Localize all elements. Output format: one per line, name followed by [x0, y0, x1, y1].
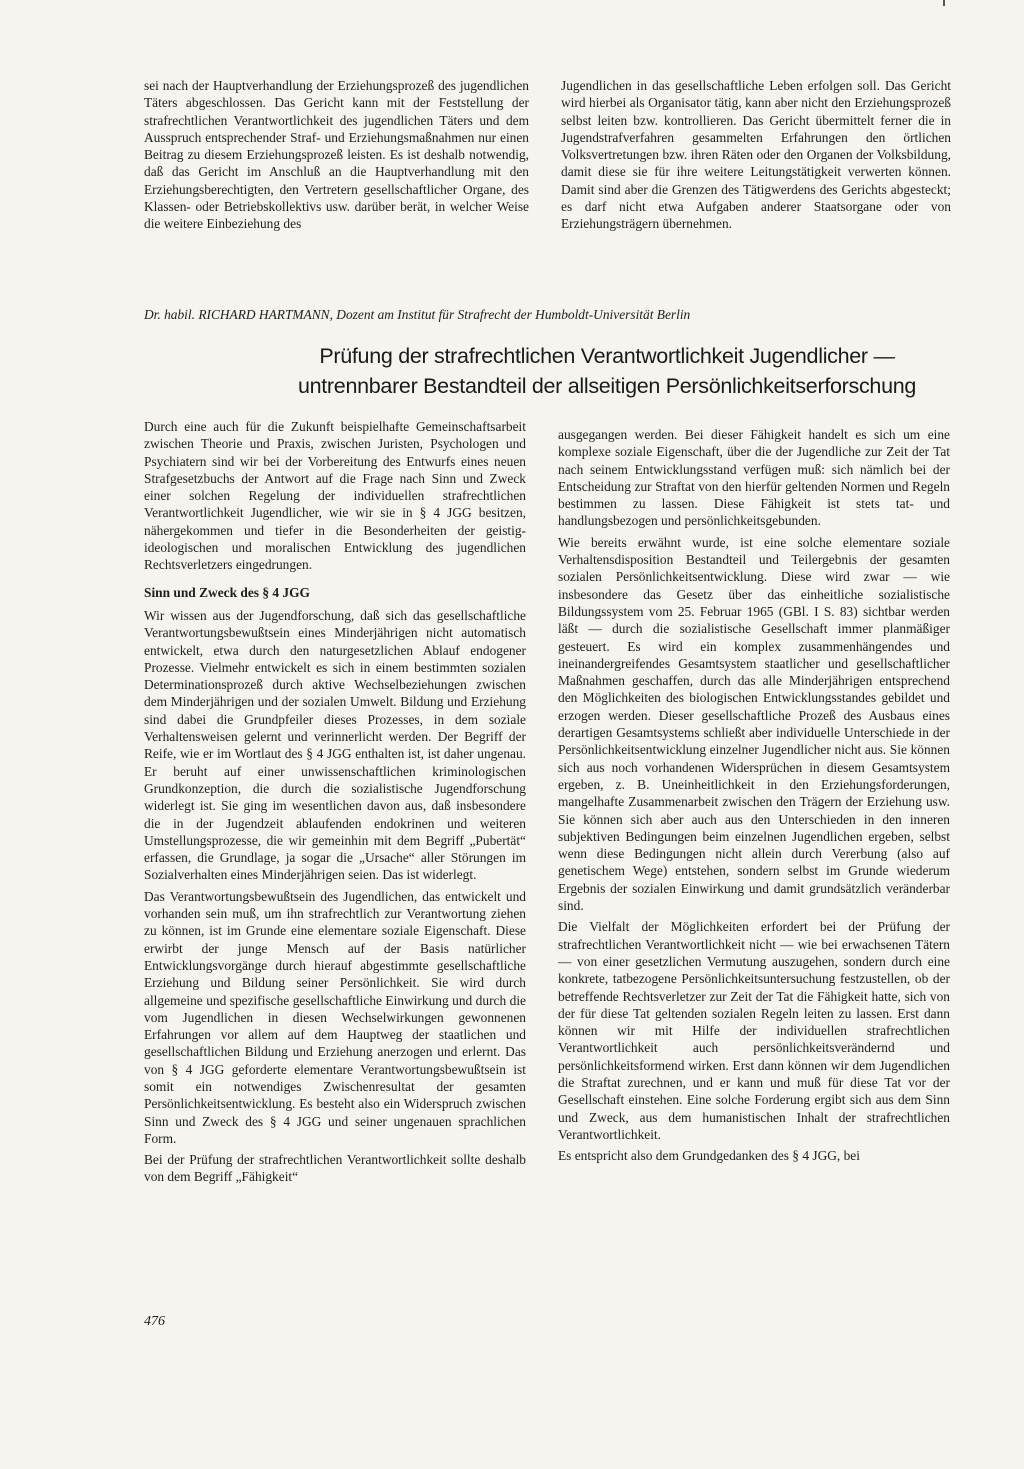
paragraph: Bei der Prüfung der strafrechtlichen Verantwortlichkeit sollte deshalb von dem Begriff „Fähigkeit“: [144, 1152, 526, 1185]
author-line: Dr. habil. RICHARD HARTMANN, Dozent am Institut für Strafrecht der Humboldt-Universität Berlin: [144, 307, 691, 322]
article-title: [262, 341, 952, 401]
paragraph: sei nach der Hauptverhandlung der Erziehungsprozeß des jugendlichen Täters abgeschlossen. Das Gericht kann mit der Feststellung der strafrechtlichen Verantwortlichkeit des jugendlichen Täters und dem Ausspruch entsprechender Straf- und Erziehungsmaßnahmen nur einen Beitrag zu diesem Erziehungsprozeß leisten. Es ist deshalb notwendig, daß das Gericht im Anschluß an die Hauptverhandlung mit den Erziehungsberechtigten, den Vertretern gesellschaftlicher Organe, des Klassen- oder Betriebskollektivs usw. darüber berät, in welcher Weise die weitere Einbeziehung des: [144, 78, 529, 232]
continued-text-right: [561, 77, 951, 233]
page-number: 476: [144, 1314, 165, 1329]
paragraph: Die Vielfalt der Möglichkeiten erfordert bei der Prüfung der strafrechtlichen Verantwortlichkeit nicht — wie bei erwachsenen Tätern — von einer gesetzlichen Vermutung auszugehen, sondern durch eine konkrete, tatbezogene Persönlichkeitsuntersuchung festzustellen, ob der betreffende Rechtsverletzer zur Zeit der Tat die Fähigkeit hatte, sich von der für diese Tat geltenden sozialen Regeln leiten zu lassen. Erst dann können wir mit Hilfe der individuellen strafrechtlichen Verantwortlichkeit auch persönlichkeitsverändernd und persönlichkeitsformend wirken. Erst dann können wir dem Jugendlichen die Straftat zurechnen, und er kann und muß für diese Tat vor der Gesellschaft einstehen. Eine solche Forderung ergibt sich aus dem Sinn und Zweck, aus dem humanistischen Inhalt der strafrechtlichen Verantwortlichkeit.: [558, 919, 950, 1142]
paragraph: Jugendlichen in das gesellschaftliche Leben erfolgen soll. Das Gericht wird hierbei als Organisator tätig, kann aber nicht den Erziehungsprozeß selbst leiten bzw. kontrollieren. Das Gericht übermittelt ferner die in Jugendstrafverfahren gesammelten Erfahrungen den örtlichen Volksvertretungen bzw. ihren Räten oder den Organen der Volksbildung, damit diese sie für ihre weitere Leitungstätigkeit verwerten können. Damit sind aber die Grenzen des Tätigwerdens des Gerichts abgesteckt; es darf nicht etwa Aufgaben anderer Staatsorgane oder von Erziehungsträgern übernehmen.: [561, 78, 951, 232]
paragraph: Das Verantwortungsbewußtsein des Jugendlichen, das entwickelt und vorhanden sein muß, um ihn strafrechtlich zur Verantwortung ziehen zu können, ist im Grunde eine elementare soziale Eigenschaft. Diese erwirbt der junge Mensch auf der Basis natürlicher Entwicklungsvorgänge durch hierauf abgestimmte gesellschaftliche Erziehung und Bildung seiner Persönlichkeit. Sie wird durch allgemeine und spezifische gesellschaftliche Einwirkung und durch die vom Jugendlichen in diesen Wechselwirkungen gewonnenen Erfahrungen vor allem auf dem Hauptweg der staatlichen und gesellschaftlichen Bildung und Erziehung anerzogen und erlernt. Das von § 4 JGG geforderte elementare Verantwortungsbewußtsein ist somit ein notwendiges Zwischenresultat der gesamten Persönlichkeitsentwicklung. Es besteht also ein Widerspruch zwischen Sinn und Zweck des § 4 JGG und seiner ungenauen sprachlichen Form.: [144, 888, 526, 1146]
title-line-1: Prüfung der strafrechtlichen Verantwortlichkeit Jugendlicher —: [319, 344, 895, 368]
paragraph: Wir wissen aus der Jugendforschung, daß sich das gesellschaftliche Verantwortungsbewußtsein eines Minderjährigen nicht automatisch entwickelt, etwa durch den naturgesetzlichen Ablauf endogener Prozesse. Vielmehr entwickelt es sich in einem bestimmten sozialen Determinationsprozeß durch aktive Wechselbeziehungen zwischen dem Minderjährigen und der sozialen Umwelt. Bildung und Erziehung sind dabei die Grundpfeiler dieses Prozesses, in dem soziale Verhaltensweisen gelernt und verinnerlicht werden. Der Begriff der Reife, wie er im Wortlaut des § 4 JGG enthalten ist, ist daher ungenau. Er beruht auf einer unwissenschaftlichen kriminologischen Grundkonzeption, die durch die sozialistische Jugendforschung widerlegt ist. Sie ging im wesentlichen davon aus, daß insbesondere die in der Jugendzeit ablaufenden endokrinen und weiteren Umstellungsprozesse, die wir gemeinhin mit dem Begriff „Pubertät“ erfassen, die Grundlage, ja sogar die „Ursache“ aller Störungen im Sozialverhalten eines Minderjährigen seien. Das ist widerlegt.: [144, 607, 526, 883]
article-column-right: [558, 426, 950, 1164]
paragraph: Wie bereits erwähnt wurde, ist eine solche elementare soziale Verhaltensdisposition Bestandteil und Teilergebnis der gesamten sozialen Persönlichkeitsentwicklung. Diese wird zwar — wie insbesondere das Gesetz über das einheitliche sozialistische Bildungssystem vom 25. Februar 1965 (GBl. I S. 83) sichtbar werden läßt — durch die sozialistische Gesellschaft immer planmäßiger gesteuert. Es wird ein komplex zusammenhängendes und ineinandergreifendes Gesamtsystem staatlicher und gesellschaftlicher Maßnahmen geschaffen, durch das alle Minderjährigen entsprechend den Möglichkeiten des biologischen Entwicklungsstandes gebildet und erzogen werden. Dieser gesellschaftliche Prozeß des Ausbaus eines derartigen Gesamtsystems schließt aber individuelle Unterschiede in der Persönlichkeitsentwicklung einzelner Jugendlicher nicht aus. Sie können sich aus noch vorhandenen Widersprüchen in diesem Gesamtsystem ergeben, z. B. Uneinheitlichkeit in den Erziehungsforderungen, mangelhafte Zusammenarbeit zwischen den Trägern der Erziehung usw. Sie können sich aber auch aus den Unterschieden in den inneren subjektiven Bedingungen beim einzelnen Jugendlichen ergeben, selbst wenn diese Bedingungen nicht allein durch Vererbung (also auf genetischem Wege) entstehen, sondern selbst im Grunde wiederum Ergebnis der sozialen Einwirkung und damit grundsätzlich veränderbar sind.: [558, 534, 950, 914]
paragraph: Es entspricht also dem Grundgedanken des § 4 JGG, bei: [558, 1148, 860, 1164]
section-heading: Sinn und Zweck des § 4 JGG: [144, 584, 310, 600]
continued-text-left: [144, 77, 529, 233]
title-line-2: untrennbarer Bestandteil der allseitigen Persönlichkeitserforschung: [297, 374, 917, 398]
article-column-left: [144, 418, 526, 1186]
paragraph: ausgegangen werden. Bei dieser Fähigkeit handelt es sich um eine komplexe soziale Eigenschaft, über die der Jugendliche zur Zeit der Tat nach seinem Entwicklungsstand verfügen muß: sich nämlich bei der Entscheidung zur Straftat von den hierfür geltenden Normen und Regeln bestimmen zu lassen. Diese Fähigkeit ist stets tat- und handlungsbezogen und persönlichkeitsgebunden.: [558, 427, 950, 529]
corner-mark: [943, 0, 945, 6]
intro-paragraph: Durch eine auch für die Zukunft beispielhafte Gemeinschaftsarbeit zwischen Theorie und Praxis, zwischen Juristen, Psychologen und Psychiatern sind wir bei der Vorbereitung des Entwurfs eines neuen Strafgesetzbuchs der Antwort auf die Frage nach Sinn und Zweck einer solchen Regelung der individuellen strafrechtlichen Verantwortlichkeit Jugendlicher, wie wir sie in § 4 JGG besitzen, nähergekommen und tiefer in die Besonderheiten der geistig-ideologischen und moralischen Entwicklung des jugendlichen Rechtsverletzers eingedrungen.: [144, 419, 526, 573]
